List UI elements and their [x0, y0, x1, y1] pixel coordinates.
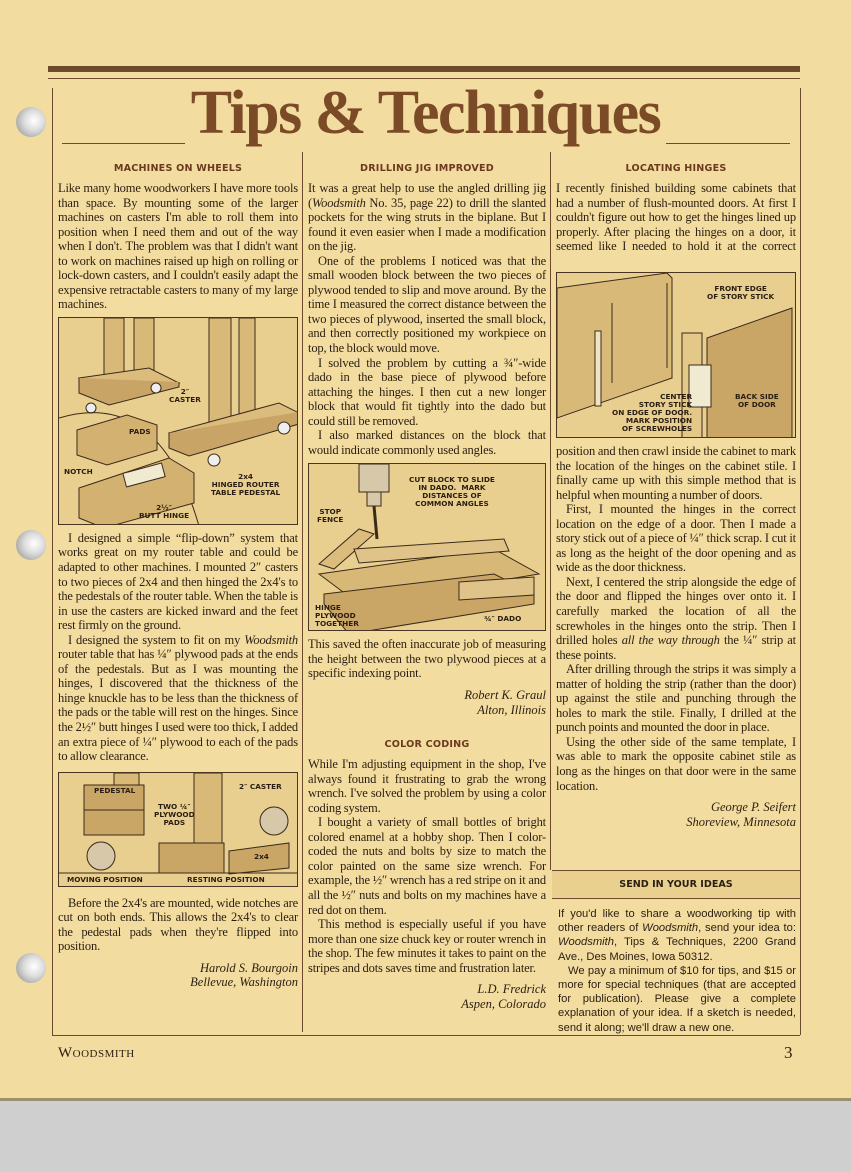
article-color-coding	[308, 739, 546, 1011]
paragraph: I solved the problem by cutting a ¾″-wide dado in the base piece of plywood before attaching the hinges. I then cut a new longer block that would fit tightly into the dado but could still be removed.	[308, 355, 546, 428]
binder-hole	[16, 953, 46, 983]
magazine-name: Woodsmith	[58, 1045, 135, 1061]
label-pedestal: PEDESTAL	[94, 785, 136, 795]
label-hinge-plywood: HINGE PLYWOOD TOGETHER	[315, 603, 359, 629]
left-border	[52, 88, 53, 1035]
footer-rule	[52, 1035, 800, 1036]
label-back-side: BACK SIDE OF DOOR	[735, 392, 779, 409]
paragraph: I designed a simple “flip-down” system that works great on my router table and could be adapted to other machines. I mounted 2″ casters to two pieces of 2x4 and then hinged the 2x4's to the pedestals of the router table. When the table is in use the casters are kicked inward and the feet rest firmly on the ground.	[58, 530, 298, 633]
label-caster: 2″ CASTER	[239, 781, 282, 791]
label-pads: PADS	[129, 426, 151, 436]
paragraph: Using the other side of the same template, I was able to mark the opposite cabinet stile as long as the hinges on that door were in the same location.	[556, 734, 796, 793]
paragraph: While I'm adjusting equipment in the shop, I've always found it frustrating to grab the wrong wrench. I've solved the problem by using a color coding system.	[308, 757, 546, 815]
label-dado: ¾″ DADO	[484, 614, 522, 624]
paragraph: I designed the system to fit on my Woodsmith router table that has ¼″ plywood pads at the ends of the pedestals. But as I was mounting the hinges, I discovered that the thickness of the hinge knuckle has to be less than the thickness of the pads or the table will rest on the hinges. Since the 2½″ butt hinges I used were too thick, I added an extra piece of ¼″ plywood to each of the pads to allow clearance.	[58, 632, 298, 764]
author-byline: George P. Seifert Shoreview, Minnesota	[686, 800, 796, 829]
article-heading: COLOR CODING	[384, 739, 470, 751]
label-cut-block: CUT BLOCK TO SLIDE IN DADO. MARK DISTANCES OF COMMON ANGLES	[409, 475, 495, 509]
article-heading: MACHINES ON WHEELS	[113, 163, 243, 174]
paragraph: We pay a minimum of $10 for tips, and $15 or more for special techniques (that are accepted for publication). Please give a complete explanation of your idea. If a sketch is needed, send it along; we'll draw a new one.	[558, 964, 796, 1034]
page-title: Tips & Techniques	[0, 78, 851, 149]
scan-edge	[0, 1098, 851, 1172]
paragraph: I also marked distances on the block that would indicate commonly used angles.	[308, 428, 546, 457]
paragraph: If you'd like to share a woodworking tip with other readers of Woodsmith, send your idea to: Woodsmith, Tips & Techniques, 2200 Grand Ave., Des Moines, Iowa 50312.	[558, 908, 796, 963]
send-ideas-box	[552, 870, 800, 1035]
label-moving-position: MOVING POSITION	[67, 874, 143, 884]
label-pedestal: 2x4 HINGED ROUTER TABLE PEDESTAL	[211, 471, 281, 497]
label-caster: 2″ CASTER	[169, 386, 201, 404]
figure-story-stick	[556, 272, 796, 438]
column-divider	[302, 152, 303, 1032]
paragraph: Like many home woodworkers I have more tools than space. By mounting some of the larger machines on casters I'm able to roll them into position when I need them and out of the way when I don't. The problem was that I didn't want to work on machines raised up high on rolling or lock-down casters, and I couldn't easily adapt the expensive retractable casters to many of my large machines.	[58, 181, 298, 312]
label-notch: NOTCH	[64, 466, 93, 476]
label-resting-position: RESTING POSITION	[187, 874, 265, 884]
article-heading: DRILLING JIG IMPROVED	[360, 163, 494, 174]
author-byline: L.D. Fredrick Aspen, Colorado	[461, 982, 546, 1011]
paragraph: This saved the often inaccurate job of measuring the height between the two plywood pieces at a specific indexing point.	[308, 637, 546, 681]
label-butt-hinge: 2½″ BUTT HINGE	[139, 502, 190, 520]
paragraph: FRONT EDGE OF STORY STICK CENTER STORY STICK ON EDGE OF DOOR. MARK POSITION OF SCREWHOLES BACK SIDE OF DOOR I recently finished building some cabinets that had a number of flush-mounted doors. At first I couldn't figure out how to get the hinges lined up properly. After placing the hinges on a door, it seemed like I needed to hold it at the correct position and then crawl inside the cabinet to mark the location of the hinges on the cabinet stile. I finally came up with this simple method that is helpful when mounting a number of doors.	[556, 181, 796, 502]
paragraph: First, I mounted the hinges in the correct location on the edge of a door. Then I made a story stick out of a piece of ¼″ thick scrap. I cut it as long as the height of the door opening and as wide as the door thickness.	[556, 502, 796, 575]
paragraph: After drilling through the strips it was simply a matter of holding the strip (rather than the door) up against the stile and punching through the holes to mark the stile. Finally, I drilled at the punch points and mounted the door in place.	[556, 662, 796, 735]
paragraph: I bought a variety of small bottles of bright colored enamel at a hobby shop. Then I color-coded the nuts and bolts by size to match the color painted on the same size wrench. For example, the ½″ wrench has a red stripe on it and all the ½″ nuts and bolts on my machines have a red dot on them.	[308, 815, 546, 917]
author-byline: Robert K. Graul Alton, Illinois	[464, 688, 546, 717]
label-stop-fence: STOP FENCE	[317, 507, 344, 525]
label-center-story-stick: CENTER STORY STICK ON EDGE OF DOOR. MARK POSITION OF SCREWHOLES	[612, 392, 693, 433]
column-divider	[550, 152, 551, 870]
figure-drilling-jig	[308, 463, 546, 631]
author-byline: Harold S. Bourgoin Bellevue, Washington	[190, 960, 298, 990]
column-middle	[308, 163, 546, 1011]
header-bar	[48, 66, 800, 72]
column-right	[556, 163, 796, 1035]
paragraph: Before the 2x4's are mounted, wide notches are cut on both ends. This allows the 2x4's to clear the pedestal pads when they're flipped into position.	[58, 895, 298, 954]
page-number: 3	[784, 1043, 793, 1062]
label-plywood-pads: TWO ¼″ PLYWOOD PADS	[154, 801, 195, 827]
figure-router-table-casters	[58, 317, 298, 525]
send-ideas-heading: SEND IN YOUR IDEAS	[552, 870, 800, 899]
label-2x4: 2x4	[254, 851, 269, 861]
article-drilling-jig	[308, 163, 546, 717]
article-heading: LOCATING HINGES	[625, 163, 727, 174]
article-locating-hinges	[556, 163, 796, 829]
article-machines-on-wheels	[58, 163, 298, 990]
paragraph: It was a great help to use the angled drilling jig (Woodsmith No. 35, page 22) to drill the slanted pockets for the wing struts in the biplane. But I found it even easier when I made a modification on the jig.	[308, 181, 546, 254]
paragraph: One of the problems I noticed was that the small wooden block between the two pieces of plywood tended to slip and move around. By the time I measured the correct distance between the two pieces of plywood, inserted the small block, and then correctly positioned my workpiece on top, the block would move.	[308, 253, 546, 356]
label-front-edge: FRONT EDGE OF STORY STICK	[707, 284, 775, 301]
figure-caster-positions	[58, 772, 298, 887]
right-border	[800, 88, 801, 1035]
binder-hole	[16, 530, 46, 560]
paragraph: This method is especially useful if you have more than one size chuck key or router wrench in the shop. The few minutes it takes to paint on the stripes and dots saves time and frustration later.	[308, 917, 546, 975]
paragraph: Next, I centered the strip alongside the edge of the door and flipped the hinges over onto it. I carefully marked the location of all the screwholes in the hinges onto the strip. Then I drilled holes all the way through the ¼″ strip at these points.	[556, 574, 796, 662]
